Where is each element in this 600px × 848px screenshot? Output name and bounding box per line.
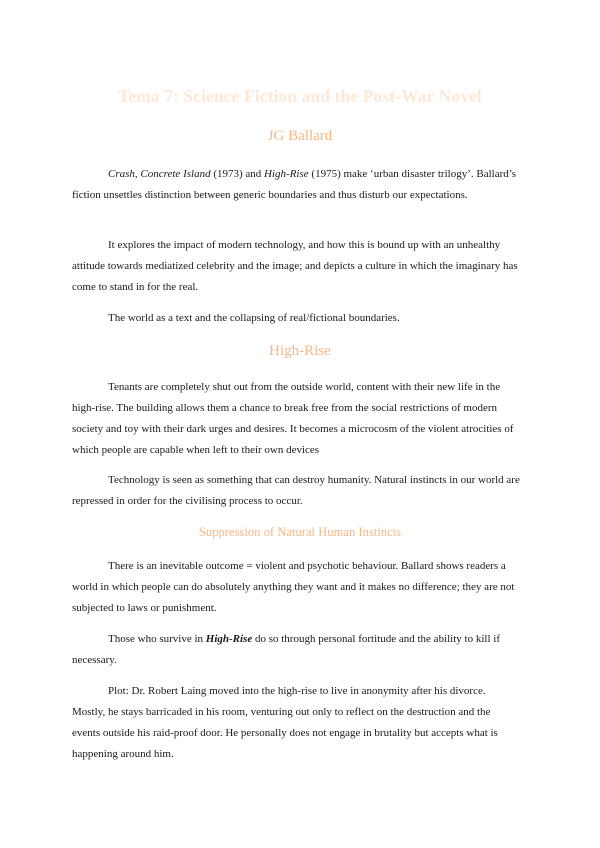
paragraph-plot: Plot: Dr. Robert Laing moved into the high-rise to live in anonymity after his divorce. Mostly, he stays barricaded in his room, venturing out only to reflect on the destruction and the events outside his raid-proof door. He personally does not engage in brutality but accepts what is happening around him. <box>72 685 498 760</box>
book-title-concrete-island: Concrete Island <box>140 168 211 180</box>
paragraph-ballard-trilogy <box>72 164 520 206</box>
document-title: Tema 7: Science Fiction and the Post-War Novel <box>118 86 482 106</box>
book-title-crash: Crash <box>108 168 135 180</box>
text-segment: do so through personal fortitude and the ability to kill if necessary. <box>72 633 500 666</box>
text-segment: Those who survive in <box>108 633 206 645</box>
paragraph-technology-impact: It explores the impact of modern technology, and how this is bound up with an unhealthy attitude towards mediatized celebrity and the image; and depicts a culture in which the imaginary has come to stand in for the real. <box>72 239 518 293</box>
book-title-high-rise: High-Rise <box>205 633 253 645</box>
paragraph-world-as-text: The world as a text and the collapsing of real/fictional boundaries. <box>108 312 400 324</box>
section-heading-high-rise: High-Rise <box>269 343 331 359</box>
section-heading-jg-ballard: JG Ballard <box>267 128 333 144</box>
book-title-high-rise: High-Rise <box>264 168 309 180</box>
text-segment: , <box>134 168 141 180</box>
paragraph-technology-humanity: Technology is seen as something that can destroy humanity. Natural instincts in our world are repressed in order for the civilising process to occur. <box>72 474 520 507</box>
text-segment: (1973) and <box>210 168 265 180</box>
paragraph-inevitable-outcome: There is an inevitable outcome = violent and psychotic behaviour. Ballard shows readers a world in which people can do absolutely anything they want and it makes no difference; they are not subjected to laws or punishment. <box>72 560 515 614</box>
section-heading-suppression: Suppression of Natural Human Instincts <box>198 525 402 539</box>
paragraph-survivors <box>72 629 520 671</box>
text-segment: (1975) make ‘urban disaster trilogy’. Ballard’s fiction unsettles distinction between generic boundaries and thus disturb our expectations. <box>72 168 517 201</box>
paragraph-tenants: Tenants are completely shut out from the outside world, content with their new life in the high-rise. The building allows them a chance to break free from the social restrictions of modern society and toy with their dark urges and desires. It becomes a microcosm of the violent atrocities of which people are capable when left to their own devices <box>72 381 514 456</box>
